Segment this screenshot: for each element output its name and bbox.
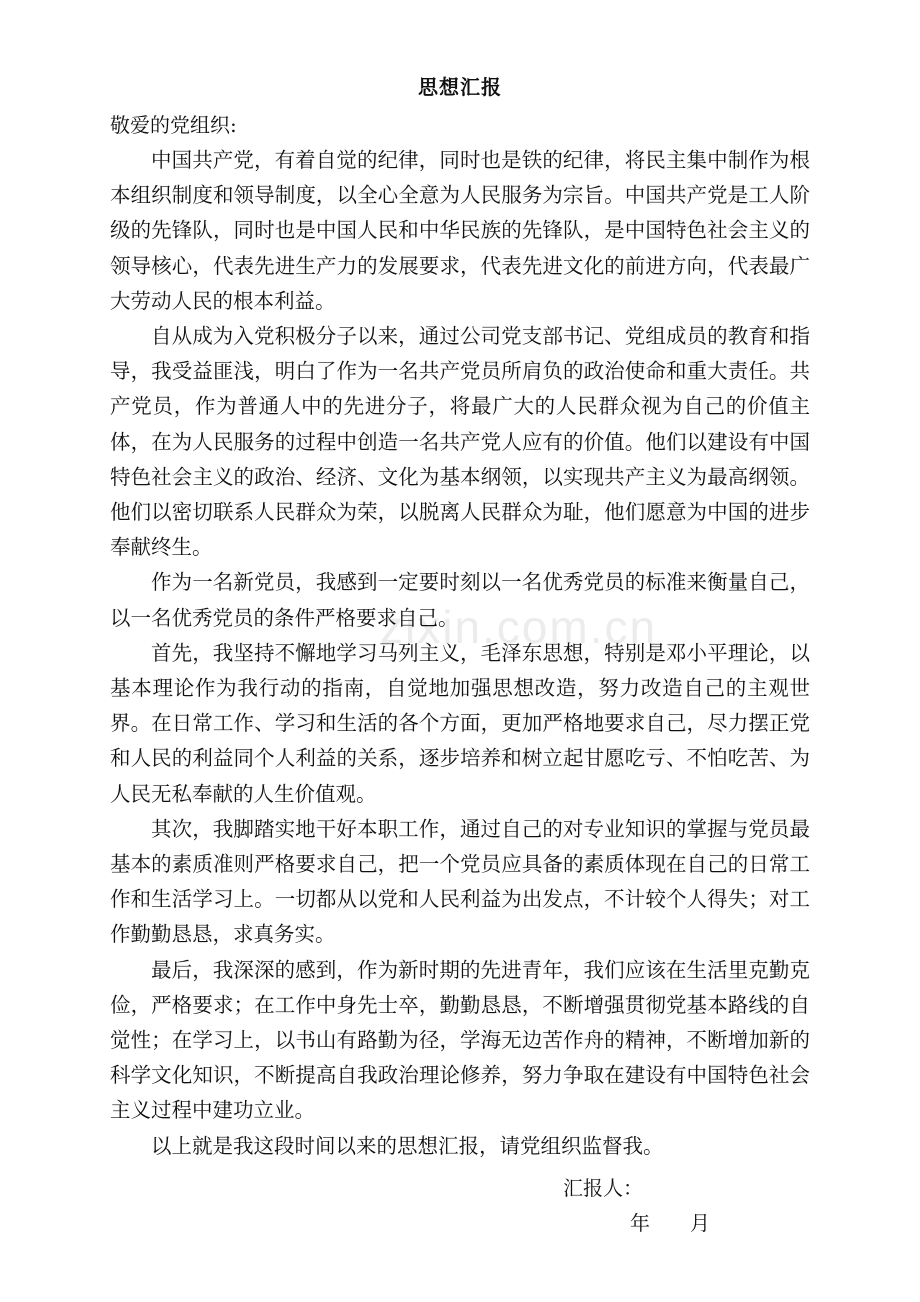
paragraph-second-point: 其次，我脚踏实地干好本职工作，通过自己的对专业知识的掌握与党员最基本的素质准则严格要求自己，把一个党员应具备的素质体现在自己的日常工作和生活学习上。一切都从以党和人民利益为出发点，不计较个人得失；对工作勤勤恳恳，求真务实。 bbox=[110, 816, 810, 947]
watermark-text: zixin.com.cn bbox=[380, 601, 658, 653]
paragraph-first-point: 首先，我坚持不懈地学习马列主义，毛泽东思想，特别是邓小平理论，以基本理论作为我行动的指南，自觉地加强思想改造，努力改造自己的主观世界。在日常工作、学习和生活的各个方面，更加严格地要求自己，尽力摆正党和人民的利益同个人利益的关系，逐步培养和树立起甘愿吃亏、不怕吃苦、为人民无私奉献的人生价值观。 bbox=[110, 640, 810, 806]
paragraph-activist-experience: 自从成为入党积极分子以来，通过公司党支部书记、党组成员的教育和指导，我受益匪浅，明白了作为一名共产党员所肩负的政治使命和重大责任。共产党员，作为普通人中的先进分子，将最广大的人民群众视为自己的价值主体，在为人民服务的过程中创造一名共产党人应有的价值。他们以建设有中国特色社会主义的政治、经济、文化为基本纲领，以实现共产主义为最高纲领。他们以密切联系人民群众为荣，以脱离人民群众为耻，他们愿意为中国的进步奉献终生。 bbox=[110, 324, 810, 560]
paragraph-party-description: 中国共产党，有着自觉的纪律，同时也是铁的纪律，将民主集中制作为根本组织制度和领导制度，以全心全意为人民服务为宗旨。中国共产党是工人阶级的先锋队，同时也是中国人民和中华民族的先锋队，是中国特色社会主义的领导核心，代表先进生产力的发展要求，代表先进文化的前进方向，代表最广大劳动人民的根本利益。 bbox=[110, 148, 810, 313]
signature-label: 汇报人： bbox=[563, 1176, 643, 1200]
report-body bbox=[110, 143, 810, 1164]
paragraph-final-point: 最后，我深深的感到，作为新时期的先进青年，我们应该在生活里克勤克俭，严格要求；在工作中身先士卒，勤勤恳恳，不断增强贯彻党基本路线的自觉性；在学习上，以书山有路勤为径，学海无边苦作舟的精神，不断增加新的科学文化知识，不断提高自我政治理论修养，努力争取在建设有中国特色社会主义过程中建功立业。 bbox=[110, 957, 810, 1123]
paragraph-closing: 以上就是我这段时间以来的思想汇报，请党组织监督我。 bbox=[151, 1133, 664, 1158]
page-title: 思想汇报 bbox=[418, 75, 502, 99]
paragraph-new-member: 作为一名新党员，我感到一定要时刻以一名优秀党员的标准来衡量自己，以一名优秀党员的条件严格要求自己。 bbox=[110, 570, 810, 630]
salutation: 敬爱的党组织: bbox=[110, 113, 237, 137]
date-line: 年 月 bbox=[630, 1211, 710, 1235]
